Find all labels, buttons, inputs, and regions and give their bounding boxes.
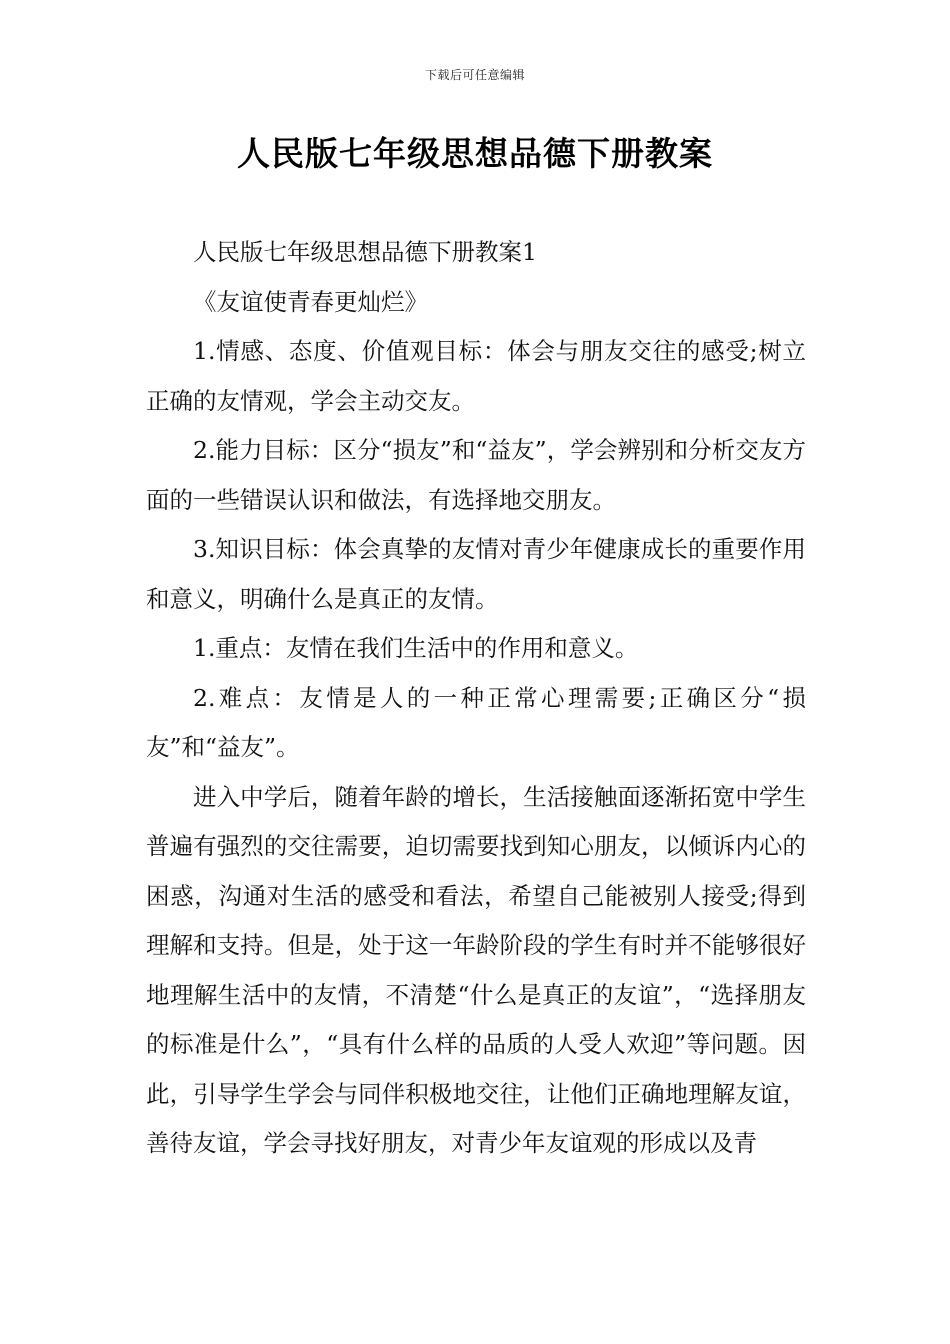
paragraph-goal-ability: 2.能力目标：区分“损友”和“益友”，学会辨别和分析交友方面的一些错误认识和做法，有选择地交朋友。 [146,436,806,514]
paragraph-subtitle: 人民版七年级思想品德下册教案1 [193,238,537,266]
paragraph-goal-emotion: 1.情感、态度、价值观目标：体会与朋友交往的感受;树立正确的友情观，学会主动交友。 [146,337,806,415]
document-body [146,228,806,1169]
header-note: 下载后可任意编辑 [424,68,525,82]
paragraph-key-point: 1.重点：友情在我们生活中的作用和意义。 [193,634,639,662]
document-title: 人民版七年级思想品德下册教案 [237,134,713,173]
paragraph-lesson-title: 《友谊使青春更灿烂》 [193,287,428,316]
paragraph-difficult-point: 2.难点：友情是人的一种正常心理需要;正确区分“损友”和“益友”。 [146,683,806,761]
paragraph-goal-knowledge: 3.知识目标：体会真挚的友情对青少年健康成长的重要作用和意义，明确什么是真正的友情。 [146,535,806,613]
paragraph-introduction: 进入中学后，随着年龄的增长，生活接触面逐渐拓宽中学生普遍有强烈的交往需要，迫切需要找到知心朋友，以倾诉内心的困惑，沟通对生活的感受和看法，希望自己能被别人接受;得到理解和支持。但是，处于这一年龄阶段的学生有时并不能够很好地理解生活中的友情，不清楚“什么是真正的友谊”，“选择朋友的标准是什么”，“具有什么样的品质的人受人欢迎”等问题。因此，引导学生学会与同伴积极地交往，让他们正确地理解友谊，善待友谊，学会寻找好朋友，对青少年友谊观的形成以及青 [146,782,806,1157]
